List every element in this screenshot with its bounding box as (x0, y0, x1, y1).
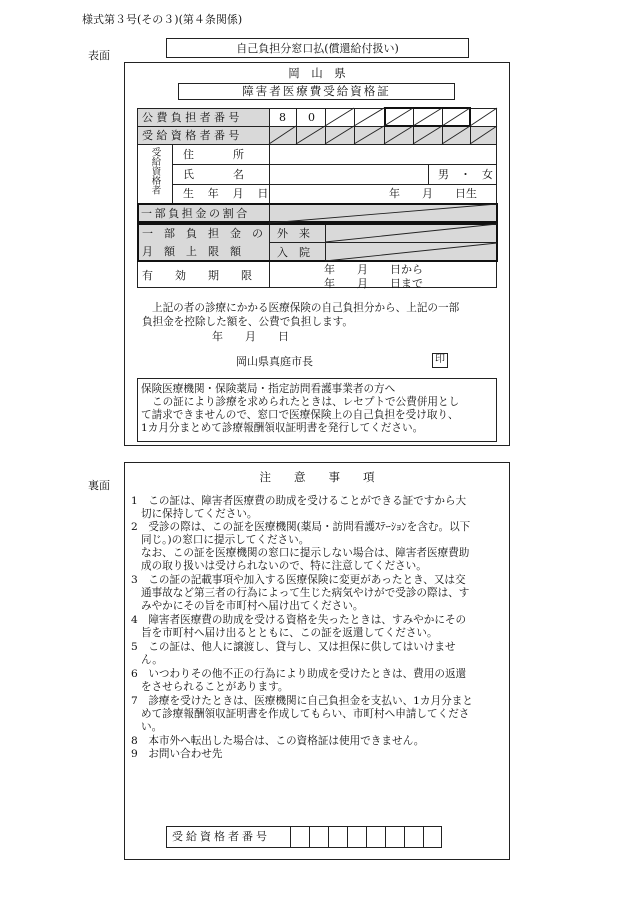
notice-line-3: て請求できませんので、窓口で医療保険上の自己負担を受け取り、 (141, 409, 459, 421)
rule (309, 826, 310, 848)
front-side-label: 表面 (88, 49, 110, 62)
note-line: みやかにその旨を市町村へ届け出てください。 (141, 600, 364, 612)
inpatient-label: 入 院 (277, 246, 310, 259)
note-line: 切に保持してください。 (141, 508, 258, 520)
payment-type: 自己負担分窓口払(償還給付扱い) (236, 42, 399, 55)
rule (423, 826, 424, 848)
seal-text: 印 (435, 354, 445, 365)
note-line: 成の取り扱いは受けられないので、特に注意してください。 (141, 560, 427, 572)
note-line: 同じ。)の窓口に提示してください。 (141, 534, 310, 546)
recipient-number-box-label: 受給資格者番号 (172, 830, 270, 843)
copay-limit-label-1: 一 部 負 担 金 の (142, 227, 263, 240)
address-label: 住 所 (183, 148, 246, 161)
back-title: 注 意 事 項 (259, 470, 375, 484)
note-line: 3 この証の記載事項や加入する医療保険に変更があったとき、又は交 (131, 574, 466, 586)
valid-from: 年 月 日から (324, 263, 423, 276)
copay-limit-label-2: 月 額 上 限 額 (142, 245, 241, 258)
note-line: をさせられることがあります。 (141, 681, 289, 693)
note-line: 旨を市町村へ届け出るとともに、この証を返還してください。 (141, 627, 438, 639)
note-line: い。 (141, 721, 163, 733)
note-line: 6 いつわりその他不正の行為により助成を受けたときは、費用の返還 (131, 668, 467, 680)
birth-label: 生 年 月 日 (183, 187, 270, 200)
notice-line-1: 保険医療機関・保険薬局・指定訪問看護事業者の方へ (141, 383, 396, 395)
rule (404, 826, 405, 848)
note-line: 8 本市外へ転出した場合は、この資格証は使用できません。 (131, 735, 425, 747)
cell-slashes (0, 0, 630, 300)
rule (290, 826, 291, 848)
rule (385, 826, 386, 848)
payer-number-label: 公費負担者番号 (142, 111, 243, 124)
outpatient-label: 外 来 (277, 227, 310, 240)
back-side-label: 裏面 (88, 479, 110, 492)
note-line: 7 診療を受けたときは、医療機関に自己負担金を支払い、1カ月分まと (131, 695, 473, 707)
note-line: なお、この証を医療機関の窓口に提示しない場合は、障害者医療費助 (141, 547, 470, 559)
issuer: 岡山県真庭市長 (236, 355, 313, 368)
validity-label: 有 効 期 限 (142, 269, 252, 282)
note-line: 5 この証は、他人に譲渡し、貸与し、又は担保に供してはいけませ (131, 641, 456, 653)
payer-digit-1: 8 (279, 111, 286, 124)
valid-to: 年 月 日まで (324, 277, 423, 290)
prefecture: 岡 山 県 (288, 66, 346, 80)
rule (328, 826, 329, 848)
form-id: 様式第３号(その３)(第４条関係) (82, 13, 243, 26)
copay-ratio-label: 一部負担金の割合 (141, 207, 250, 220)
recipient-number-label: 受給資格者番号 (142, 129, 243, 142)
recipient-group-label: 受給資格者 (149, 147, 161, 195)
statement-line-2: 負担金を控除した額を、公費で負担します。 (142, 316, 354, 328)
payer-digit-2: 0 (308, 111, 315, 124)
note-line: 4 障害者医療費の助成を受ける資格を失ったときは、すみやかにその (131, 614, 467, 626)
certificate-title: 障害者医療費受給資格証 (242, 84, 391, 98)
notice-line-2: この証により診療を求められたときは、レセプトで公費併用とし (152, 396, 460, 408)
statement-date: 年 月 日 (212, 330, 289, 343)
note-line: 通事故など第三者の行為によって生じた病気やけがで受診の際は、す (141, 587, 470, 599)
note-line: 9 お問い合わせ先 (131, 748, 223, 760)
name-label: 氏 名 (183, 168, 246, 181)
note-line: 2 受診の際は、この証を医療機関(薬局・訪問看護ｽﾃｰｼｮﾝを含む。以下 (131, 521, 471, 533)
rule (366, 826, 367, 848)
note-line: 1 この証は、障害者医療費の助成を受けることができる証ですから大 (131, 495, 467, 507)
note-line: ん。 (141, 654, 163, 666)
birth-value: 年 月 日生 (389, 187, 477, 200)
statement-line-1: 上記の者の診療にかかる医療保険の自己負担分から、上記の一部 (152, 302, 460, 314)
gender: 男 ・ 女 (438, 168, 493, 181)
note-line: めて診療報酬領収証明書を作成してもらい、市町村へ申請してくださ (141, 708, 470, 720)
rule (347, 826, 348, 848)
notice-line-4: 1カ月分まとめて診療報酬領収証明書を発行してください。 (141, 422, 424, 434)
